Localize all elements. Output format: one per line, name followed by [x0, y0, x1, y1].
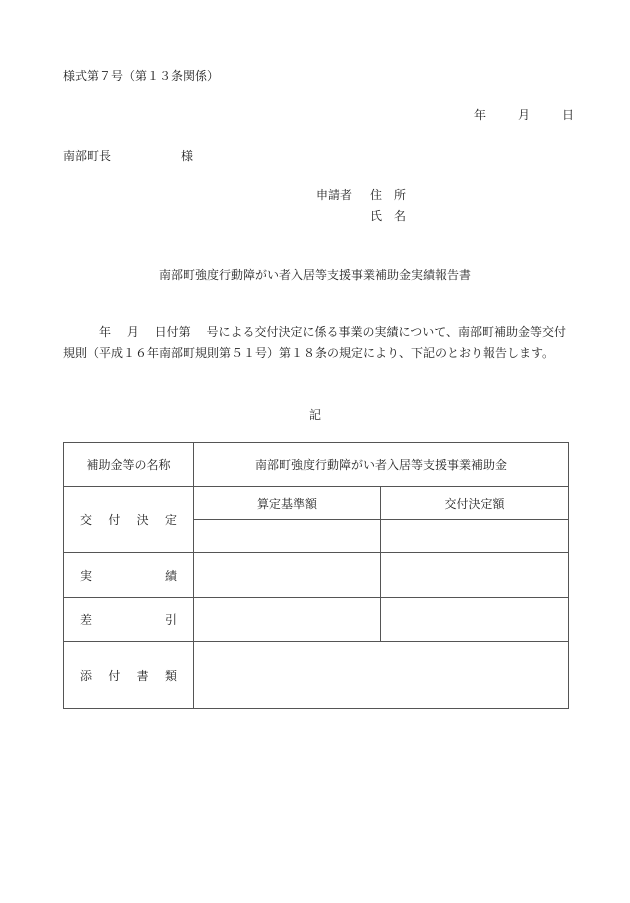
date-line	[474, 106, 574, 123]
difference-decision-cell[interactable]	[381, 598, 569, 642]
attachments-cell[interactable]	[194, 642, 569, 709]
base-amount-cell[interactable]	[194, 520, 381, 553]
decision-label: 交 付 決 定	[64, 487, 194, 553]
base-amount-header: 算定基準額	[194, 487, 381, 520]
applicant-address-label: 住 所	[370, 188, 407, 202]
body-paragraph: 年 月 日付第 号による交付決定に係る事業の実績について、南部町補助金等交付規則（平成１６年南部町規則第５１号）第１８条の規定により、下記のとおり報告します。	[63, 325, 566, 360]
subsidy-name-value: 南部町強度行動障がい者入居等支援事業補助金	[194, 443, 569, 487]
decision-amount-cell[interactable]	[381, 520, 569, 553]
actual-decision-cell[interactable]	[381, 553, 569, 598]
addressee	[63, 147, 193, 164]
difference-base-cell[interactable]	[194, 598, 381, 642]
decision-amount-header: 交付決定額	[381, 487, 569, 520]
actual-label: 実 績	[64, 553, 194, 598]
table-row-difference	[64, 598, 569, 642]
applicant-name-label: 氏 名	[370, 209, 407, 223]
date-day-label: 日	[562, 108, 575, 122]
actual-base-cell[interactable]	[194, 553, 381, 598]
addressee-name: 南部町長	[63, 149, 112, 163]
form-number: 様式第７号（第１３条関係）	[63, 69, 220, 83]
addressee-honorific: 様	[181, 149, 194, 163]
attachments-label: 添 付 書 類	[64, 642, 194, 709]
subsidy-name-label: 補助金等の名称	[64, 443, 194, 487]
table-row-name	[64, 443, 569, 487]
table-row-attachments	[64, 642, 569, 709]
table-row-actual	[64, 553, 569, 598]
date-year-label: 年	[474, 108, 487, 122]
table-row-decision-header	[64, 487, 569, 520]
date-month-label: 月	[518, 108, 531, 122]
ki-heading: 記	[308, 408, 321, 422]
document-title: 南部町強度行動障がい者入居等支援事業補助金実績報告書	[158, 268, 471, 282]
difference-label: 差 引	[64, 598, 194, 642]
report-table	[63, 442, 569, 709]
applicant-label: 申請者	[316, 188, 353, 202]
